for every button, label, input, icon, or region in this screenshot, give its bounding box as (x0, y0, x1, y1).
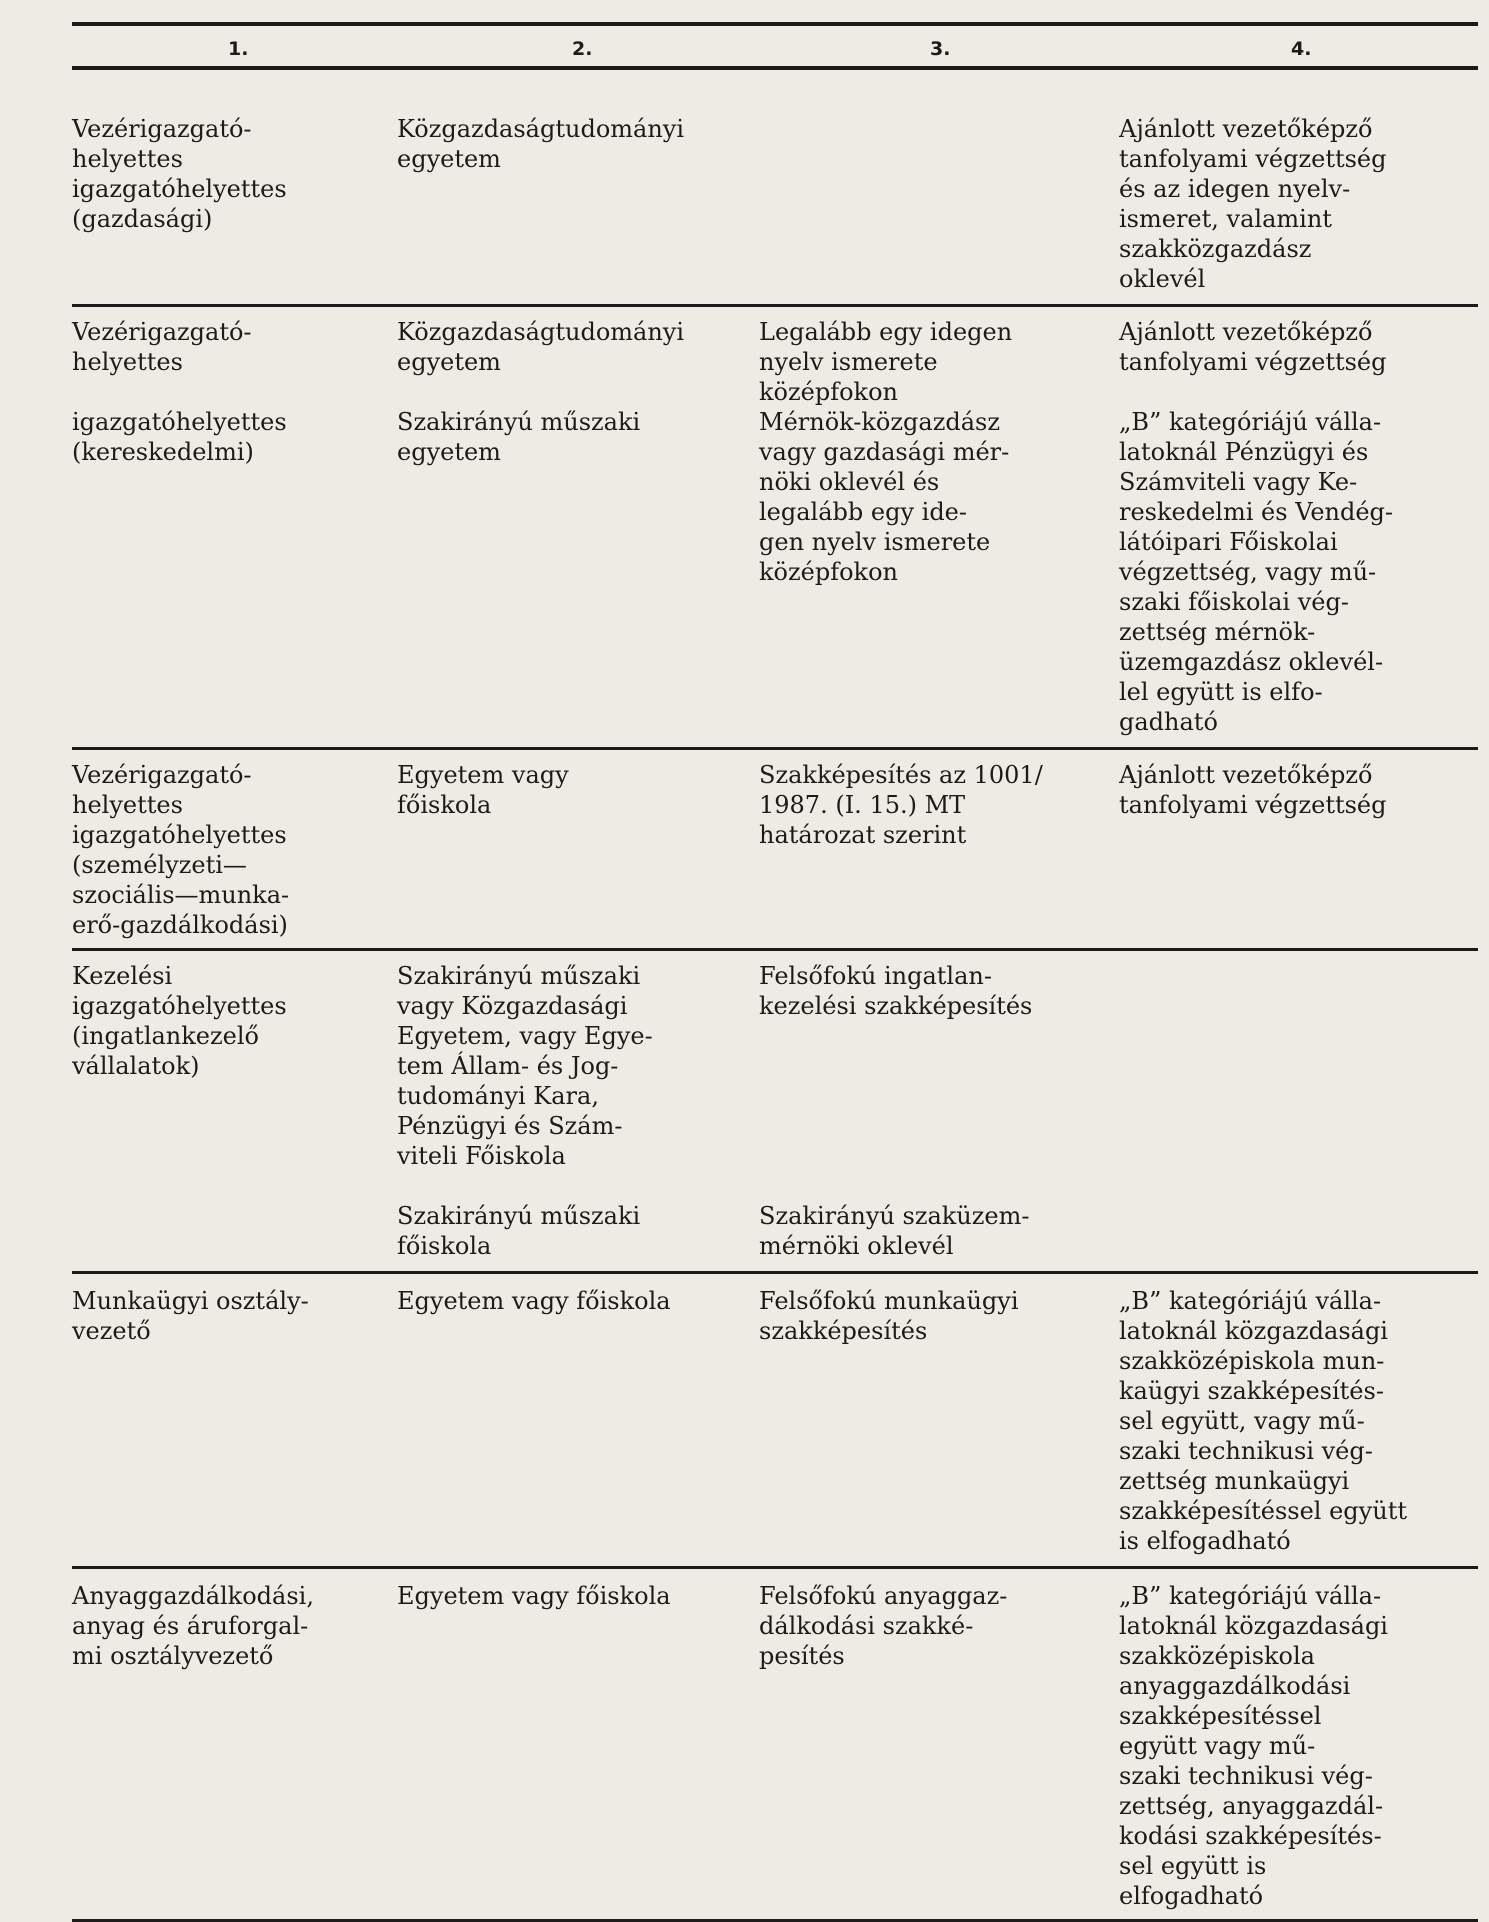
top-rule (72, 22, 1478, 26)
table-row (72, 74, 1478, 304)
education-cell: Közgazdaságtudományi egyetem Szakirányú műszaki egyetem (397, 318, 685, 466)
table-row (72, 307, 1478, 747)
table-row (72, 1569, 1478, 1919)
qualification-cell: Felsőfokú anyaggaz- dálkodási szakké- pesítés (759, 1582, 1008, 1670)
note-cell: „B” kategóriájú válla- latoknál közgazdasági szakközépiskola mun- kaügyi szakképesítés- sel együtt, vagy mű- szaki technikusi vég- zettség munkaügyi szakképesítéssel együtt is elfogadható (1119, 1287, 1407, 1555)
column-number-2: 2. (572, 38, 593, 60)
note-cell: Ajánlott vezetőképző tanfolyami végzettség és az idegen nyelv- ismeret, valamint szakközgazdász oklevél (1119, 115, 1387, 293)
note-cell: Ajánlott vezetőképző tanfolyami végzettség (1119, 761, 1387, 819)
qualification-cell: Legalább egy idegen nyelv ismerete középfokon Mérnök-közgazdász vagy gazdasági mér- nöki oklevél és legalább egy ide- gen nyelv ismerete középfokon (759, 318, 1013, 586)
table-row (72, 1274, 1478, 1566)
position-cell: Munkaügyi osztály- vezető (72, 1287, 309, 1345)
qualification-table (72, 74, 1478, 1922)
education-cell: Egyetem vagy főiskola (397, 761, 569, 819)
qualification-cell: Felsőfokú ingatlan- kezelési szakképesítés Szakirányú szaküzem- mérnöki oklevél (759, 962, 1033, 1260)
qualification-cell: Szakképesítés az 1001/ 1987. (I. 15.) MT határozat szerint (759, 761, 1043, 849)
education-cell: Közgazdaságtudományi egyetem (397, 115, 685, 173)
education-cell: Egyetem vagy főiskola (397, 1582, 671, 1610)
position-cell: Vezérigazgató- helyettes igazgatóhelyettes (személyzeti— szociális—munka- erő-gazdálkodási) (72, 761, 290, 939)
position-cell: Vezérigazgató- helyettes igazgatóhelyettes (gazdasági) (72, 115, 287, 233)
position-cell: Anyaggazdálkodási, anyag és áruforgal- mi osztályvezető (72, 1582, 314, 1670)
column-number-4: 4. (1291, 38, 1312, 60)
header-rule (72, 66, 1478, 70)
column-number-3: 3. (930, 38, 951, 60)
education-cell: Szakirányú műszaki vagy Közgazdasági Egyetem, vagy Egye- tem Állam- és Jog- tudományi Kara, Pénzügyi és Szám- viteli Főiskola Szakirányú műszaki főiskola (397, 962, 653, 1260)
note-cell: „B” kategóriájú válla- latoknál közgazdasági szakközépiskola anyaggazdálkodási szakképesítéssel együtt vagy mű- szaki technikusi vég- zettség, anyaggazdál- kodási szakképesítés- sel együtt is elfogadható (1119, 1582, 1388, 1910)
table-row (72, 951, 1478, 1271)
table-row (72, 750, 1478, 948)
column-number-1: 1. (228, 38, 249, 60)
education-cell: Egyetem vagy főiskola (397, 1287, 671, 1315)
note-cell: Ajánlott vezetőképző tanfolyami végzettség „B” kategóriájú válla- latoknál Pénzügyi és Számviteli vagy Ke- reskedelmi és Vendég- látóipari Főiskolai végzettség, vagy mű- szaki főiskolai vég- zettség mérnök- üzemgazdász oklevél- lel együtt is elfo- gadható (1119, 318, 1394, 736)
position-cell: Kezelési igazgatóhelyettes (ingatlankezelő vállalatok) (72, 962, 287, 1080)
qualification-cell: Felsőfokú munkaügyi szakképesítés (759, 1287, 1019, 1345)
position-cell: Vezérigazgató- helyettes igazgatóhelyettes (kereskedelmi) (72, 318, 287, 466)
